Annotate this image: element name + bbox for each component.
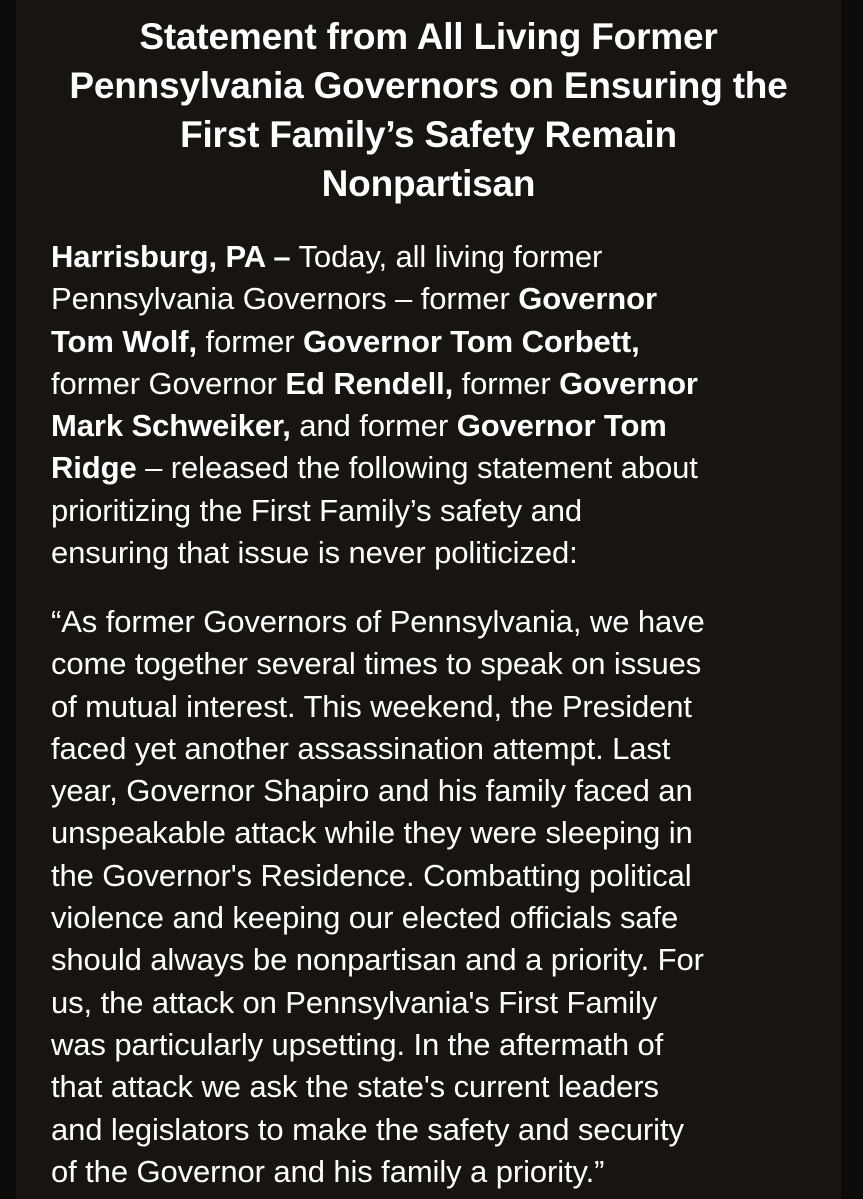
quote-line: unspeakable attack while they were sleeping in — [51, 815, 693, 851]
statement-page — [16, 0, 841, 1199]
intro-line: Pennsylvania Governors – former Governor — [51, 281, 657, 317]
governor-rendell-name: Ed Rendell, — [285, 365, 454, 401]
governor-schweiker-name: Governor — [559, 365, 698, 401]
intro-line: Mark Schweiker, and former Governor Tom — [51, 408, 667, 444]
title-line: Nonpartisan — [321, 163, 536, 204]
quote-line: “As former Governors of Pennsylvania, we have — [51, 604, 705, 639]
title-line: Pennsylvania Governors on Ensuring the — [69, 65, 788, 106]
quote-line: us, the attack on Pennsylvania's First Family — [51, 984, 658, 1020]
quote-line: faced yet another assassination attempt. Last — [51, 730, 671, 766]
intro-line: Ridge – released the following statement about — [51, 450, 698, 486]
title-line: First Family’s Safety Remain — [180, 114, 677, 155]
quote-paragraph — [51, 601, 826, 1193]
statement-title — [46, 12, 811, 208]
quote-line: that attack we ask the state's current leaders — [51, 1069, 659, 1105]
intro-line: former Governor Ed Rendell, former Governor — [51, 365, 698, 401]
governor-wolf-name: Tom Wolf, — [51, 323, 198, 359]
governor-corbett-name: Governor Tom Corbett, — [303, 323, 640, 359]
quote-line: year, Governor Shapiro and his family faced an — [51, 773, 693, 809]
governor-wolf-name: Governor — [518, 281, 657, 317]
quote-line: the Governor's Residence. Combatting political — [51, 857, 692, 893]
quote-line: was particularly upsetting. In the aftermath of — [51, 1026, 664, 1062]
title-line: Statement from All Living Former — [139, 16, 718, 57]
quote-line: violence and keeping our elected officials safe — [51, 900, 679, 936]
quote-line: come together several times to speak on issues — [51, 646, 702, 682]
intro-line: Tom Wolf, former Governor Tom Corbett, — [51, 323, 640, 359]
dateline: Harrisburg, PA – — [51, 239, 291, 274]
governor-ridge-name: Governor Tom — [456, 408, 667, 444]
intro-line: prioritizing the First Family’s safety and — [51, 492, 583, 528]
governor-schweiker-name: Mark Schweiker, — [51, 408, 291, 444]
intro-line: ensuring that issue is never politicized: — [51, 535, 578, 571]
intro-paragraph — [51, 236, 826, 574]
quote-line: should always be nonpartisan and a priority. For — [51, 942, 704, 978]
quote-line: of mutual interest. This weekend, the President — [51, 688, 692, 724]
governor-ridge-name: Ridge — [51, 450, 137, 486]
quote-line: and legislators to make the safety and security — [51, 1111, 684, 1147]
intro-line: Harrisburg, PA – Today, all living former — [51, 239, 603, 274]
quote-line: of the Governor and his family a priority.” — [51, 1153, 605, 1189]
